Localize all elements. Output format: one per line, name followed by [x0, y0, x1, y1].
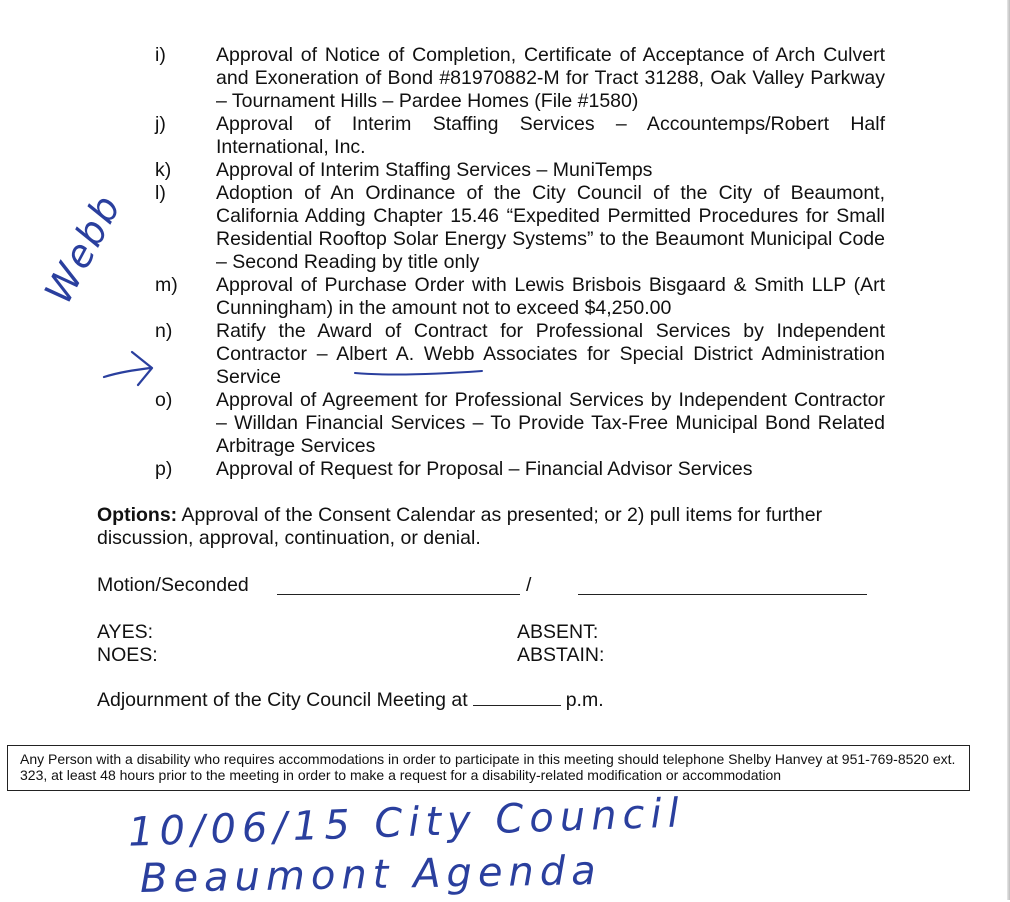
item-letter: m): [155, 274, 178, 296]
item-letter: p): [155, 458, 173, 480]
item-letter: n): [155, 320, 173, 342]
list-item: [155, 182, 885, 274]
item-text: Approval of Agreement for Professional Services by Independent Contractor – Willdan Financial Services – To Provide Tax-Free Municipal Bond Related Arbitrage Services: [216, 389, 885, 457]
item-text: Approval of Interim Staffing Services – Accountemps/Robert Half International, Inc.: [216, 113, 885, 158]
consent-calendar-list: [155, 44, 885, 481]
motion-label: Motion/Seconded: [97, 574, 249, 596]
options-label: Options:: [97, 504, 178, 526]
item-letter: k): [155, 159, 172, 181]
handwritten-arrow-icon: [104, 352, 152, 385]
list-item: [155, 44, 885, 113]
item-letter: l): [155, 182, 166, 204]
list-item: [155, 458, 885, 481]
motion-seconded-row: [97, 574, 877, 600]
item-letter: j): [155, 113, 166, 135]
item-text: Approval of Interim Staffing Services – MuniTemps: [216, 159, 653, 181]
handwritten-agenda-line: Beaumont Agenda: [139, 847, 603, 902]
list-item: [155, 113, 885, 159]
item-letter: i): [155, 44, 166, 66]
list-item: [155, 274, 885, 320]
abstain-label: ABSTAIN:: [517, 644, 605, 666]
item-text: Approval of Request for Proposal – Financial Advisor Services: [216, 458, 753, 480]
absent-label: ABSENT:: [517, 621, 599, 643]
item-letter: o): [155, 389, 173, 411]
adjournment-suffix: p.m.: [565, 689, 604, 711]
item-text: Ratify the Award of Contract for Professional Services by Independent Contractor – Albert A. Webb Associates for Special District Administration Service: [216, 320, 885, 388]
adjournment-time-blank: [473, 689, 561, 706]
item-text: Approval of Purchase Order with Lewis Brisbois Bisgaard & Smith LLP (Art Cunningham) in the amount not to exceed $4,250.00: [216, 274, 885, 319]
noes-label: NOES:: [97, 644, 158, 666]
handwritten-margin-note: Webb: [36, 186, 130, 311]
options-text: Approval of the Consent Calendar as presented; or 2) pull items for further discussion, approval, continuation, or denial.: [97, 504, 823, 549]
motion-separator: /: [526, 574, 532, 596]
adjournment-line: [97, 689, 697, 712]
item-text: Approval of Notice of Completion, Certificate of Acceptance of Arch Culvert and Exoneration of Bond #81970882-M for Tract 31288, Oak Valley Parkway – Tournament Hills – Pardee Homes (File #1580): [216, 44, 885, 112]
options-paragraph: [97, 504, 877, 550]
ayes-label: AYES:: [97, 621, 153, 643]
list-item: [155, 320, 885, 389]
accessibility-notice: Any Person with a disability who requires accommodations in order to participate in this meeting should telephone Shelby Hanvey at 951-769-8520 ext. 323, at least 48 hours prior to the meeting in order to make a request for a disability-related modification or accommodation: [7, 745, 970, 791]
list-item: [155, 389, 885, 458]
item-text: Adoption of An Ordinance of the City Council of the City of Beaumont, California Adding Chapter 15.46 “Expedited Permitted Procedures for Small Residential Rooftop Solar Energy Systems” to the Beaumont Municipal Code – Second Reading by title only: [216, 182, 885, 273]
seconded-blank-line: [578, 594, 867, 595]
motion-blank-line: [277, 594, 520, 595]
adjournment-label: Adjournment of the City Council Meeting at: [97, 689, 468, 711]
handwritten-date-line: 10/06/15 City Council: [127, 790, 686, 856]
list-item: [155, 159, 885, 182]
